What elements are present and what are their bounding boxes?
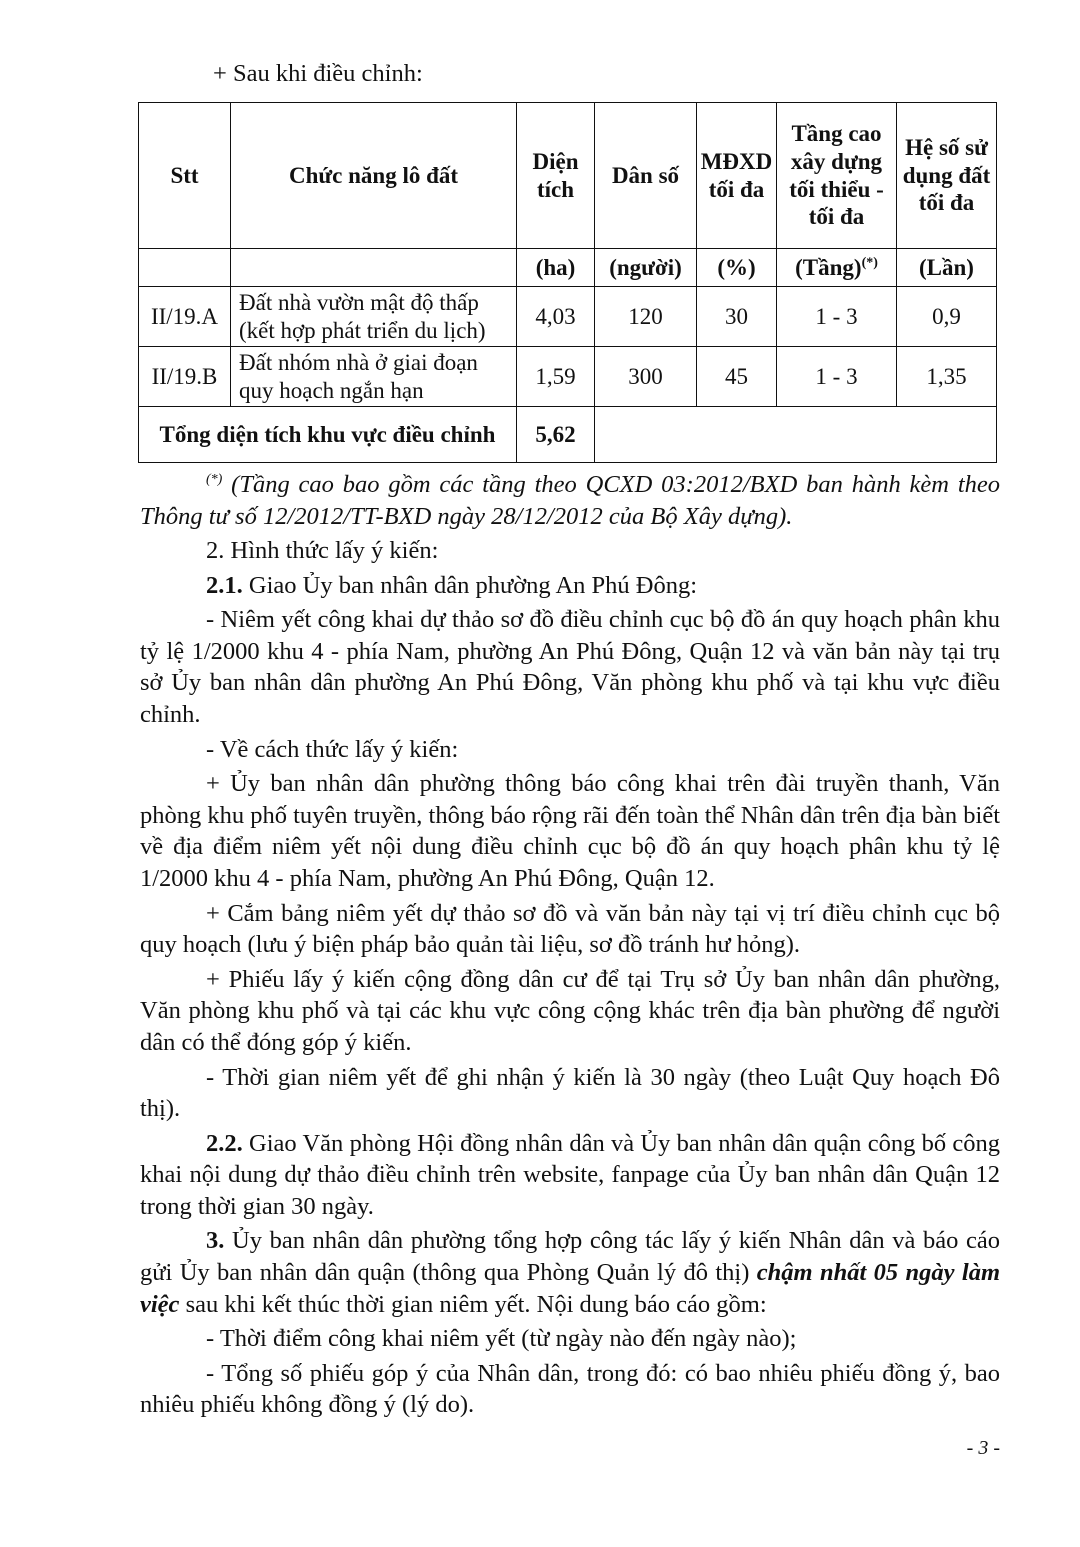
table-row: [139, 347, 997, 407]
table-row: [139, 287, 997, 347]
unit-far: (Lần): [897, 249, 997, 287]
paragraph-method-1: + Ủy ban nhân dân phường thông báo công khai trên đài truyền thanh, Văn phòng khu phố tuyên truyền, thông báo rộng rãi đến toàn thể Nhân dân trên địa bàn biết về địa điểm niêm yết nội dung điều chỉnh cục bộ đồ án quy hoạch phân khu tỷ lệ 1/2000 khu 4 - phía Nam, phường An Phú Đông, Quận 12.: [140, 769, 1001, 893]
paragraph-vote-count: - Tổng số phiếu góp ý của Nhân dân, trong đó: có bao nhiêu phiếu đồng ý, bao nhiêu phiếu không đồng ý (lý do).: [140, 1359, 1000, 1419]
section-2-2-number: 2.2.: [206, 1129, 243, 1157]
after-adjustment-heading: + Sau khi điều chỉnh:: [213, 60, 423, 87]
units-stt-empty: [139, 249, 231, 287]
row-area: 4,03: [517, 287, 595, 347]
header-floors: Tầng cao xây dựng tối thiểu - tối đa: [777, 103, 897, 249]
section-3: [140, 1225, 1000, 1320]
total-empty: [595, 407, 997, 463]
row-far: 0,9: [897, 287, 997, 347]
paragraph-posting: - Niêm yết công khai dự thảo sơ đồ điều chỉnh cục bộ đồ án quy hoạch phân khu tỷ lệ 1/2000 khu 4 - phía Nam, phường An Phú Đông, Quận 12 và văn bản này tại trụ sở Ủy ban nhân dân phường An Phú Đông, Văn phòng khu phố và tại khu vực điều chỉnh.: [140, 605, 1000, 729]
paragraph-duration: - Thời gian niêm yết để ghi nhận ý kiến là 30 ngày (theo Luật Quy hoạch Đô thị).: [140, 1063, 1000, 1123]
row-stt: II/19.B: [139, 347, 231, 407]
land-lot-table: [138, 102, 997, 463]
paragraph-method: - Về cách thức lấy ý kiến:: [206, 735, 459, 763]
row-population: 300: [595, 347, 697, 407]
section-2-number: 2.: [206, 537, 225, 565]
page-number: - 3 -: [966, 1437, 1000, 1459]
section-3-text-a: Ủy ban nhân dân phường tổng hợp công tác lấy ý kiến Nhân dân và báo cáo gửi Ủy ban nhân dân quận (thông qua Phòng Quản lý đô thị): [140, 1227, 1000, 1287]
row-area: 1,59: [517, 347, 595, 407]
section-2-2: [140, 1128, 1000, 1223]
row-floors: 1 - 3: [777, 347, 897, 407]
row-population: 120: [595, 287, 697, 347]
total-value: 5,62: [517, 407, 595, 463]
total-label: Tổng diện tích khu vực điều chỉnh: [139, 407, 517, 463]
header-population: Dân số: [595, 103, 697, 249]
paragraph-method-2: + Cắm bảng niêm yết dự thảo sơ đồ và văn bản này tại vị trí điều chỉnh cục bộ quy hoạch (lưu ý biện pháp bảo quản tài liệu, sơ đồ tránh hư hỏng).: [140, 899, 1000, 959]
row-function: Đất nhóm nhà ở giai đoạn quy hoạch ngắn hạn: [231, 347, 517, 407]
section-2: [140, 535, 1000, 567]
unit-floors-mark: (*): [861, 255, 878, 271]
row-function: Đất nhà vườn mật độ thấp (kết hợp phát triển du lịch): [231, 287, 517, 347]
section-2-1-number: 2.1.: [206, 571, 243, 599]
row-stt: II/19.A: [139, 287, 231, 347]
row-density: 30: [697, 287, 777, 347]
row-density: 45: [697, 347, 777, 407]
section-2-2-text: Giao Văn phòng Hội đồng nhân dân và Ủy ban nhân dân quận công bố công khai nội dung dự thảo điều chỉnh trên website, fanpage của Ủy ban nhân dân Quận 12 trong thời gian 30 ngày.: [140, 1129, 1001, 1221]
unit-area: (ha): [517, 249, 595, 287]
paragraph-posting-time: - Thời điểm công khai niêm yết (từ ngày nào đến ngày nào);: [206, 1325, 797, 1353]
header-density: MĐXD tối đa: [697, 103, 777, 249]
section-2-text: Hình thức lấy ý kiến:: [230, 537, 439, 565]
footnote: [140, 464, 1000, 533]
unit-floors: (Tầng): [795, 254, 862, 280]
document-body: [140, 464, 1000, 1424]
section-3-text-b: sau khi kết thúc thời gian niêm yết. Nội dung báo cáo gồm:: [185, 1291, 767, 1319]
row-floors: 1 - 3: [777, 287, 897, 347]
table-header-row: [139, 103, 997, 249]
row-far: 1,35: [897, 347, 997, 407]
header-area: Diện tích: [517, 103, 595, 249]
header-stt: Stt: [139, 103, 231, 249]
unit-density: (%): [697, 249, 777, 287]
section-2-1-text: Giao Ủy ban nhân dân phường An Phú Đông:: [248, 571, 698, 599]
unit-population: (người): [595, 249, 697, 287]
table-total-row: [139, 407, 997, 463]
table-units-row: [139, 249, 997, 287]
section-3-number: 3.: [206, 1227, 225, 1255]
header-far: Hệ số sử dụng đất tối đa: [897, 103, 997, 249]
section-3-deadline: chậm nhất 05 ngày làm việc: [140, 1259, 1000, 1319]
footnote-mark: (*): [206, 472, 223, 487]
header-function: Chức năng lô đất: [231, 103, 517, 249]
units-function-empty: [231, 249, 517, 287]
unit-floors-cell: [777, 249, 897, 287]
paragraph-method-3: + Phiếu lấy ý kiến cộng đồng dân cư để tại Trụ sở Ủy ban nhân dân phường, Văn phòng khu phố và tại các khu vực công cộng khác trên địa bàn phường để người dân có thể đóng góp ý kiến.: [140, 965, 1000, 1057]
section-2-1: [140, 570, 1000, 602]
footnote-text: (Tầng cao bao gồm các tầng theo QCXD 03:2012/BXD ban hành kèm theo Thông tư số 12/2012/TT-BXD ngày 28/12/2012 của Bộ Xây dựng).: [140, 471, 1000, 530]
